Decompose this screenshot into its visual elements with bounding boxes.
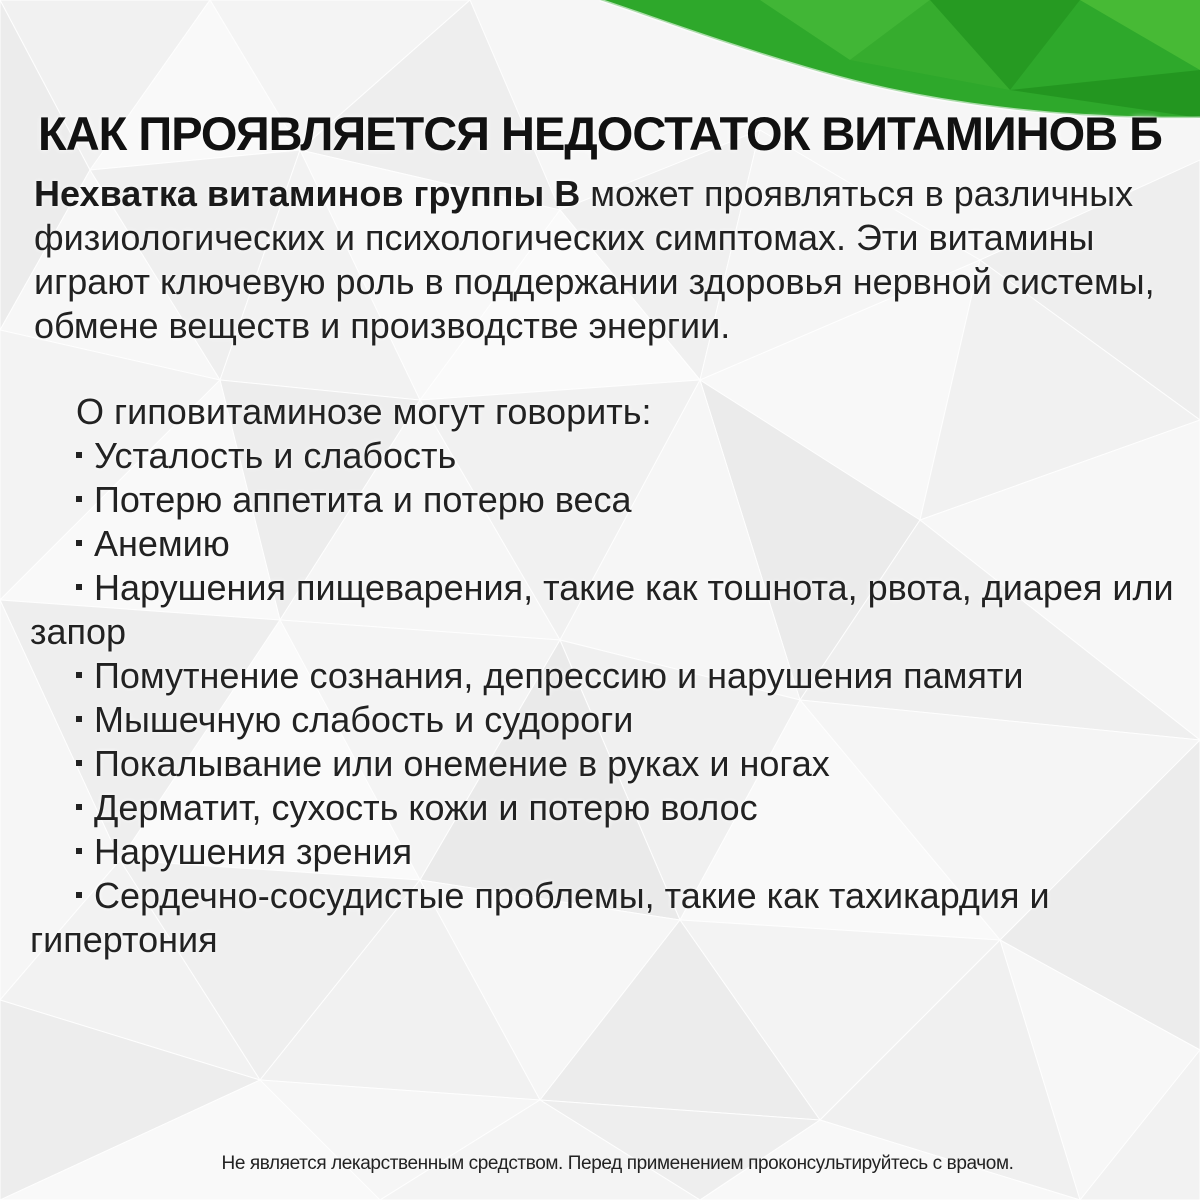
list-item-text: Нарушения пищеварения, такие как тошнота, рвота, диарея или запор: [30, 567, 1174, 652]
bullet-icon: [76, 716, 82, 722]
list-item-text: Анемию: [94, 523, 230, 564]
list-item: [30, 742, 1175, 786]
intro-text: может проявляться в различных физиологических и психологических симптомах. Эти витамины играют ключевую роль в поддержании здоровья нервной системы, обмене веществ и производстве энергии.: [34, 173, 1155, 346]
list-item: [30, 478, 1175, 522]
bullet-icon: [76, 496, 82, 502]
list-item: [30, 698, 1175, 742]
bullet-icon: [76, 760, 82, 766]
list-item-text: Потерю аппетита и потерю веса: [94, 479, 632, 520]
intro-paragraph: [34, 172, 1174, 348]
list-item: [30, 522, 1175, 566]
bullet-icon: [76, 672, 82, 678]
list-item-text: Дерматит, сухость кожи и потерю волос: [94, 787, 758, 828]
bullet-icon: [76, 848, 82, 854]
list-item: [30, 566, 1175, 654]
bullet-icon: [76, 892, 82, 898]
list-item-text: Сердечно-сосудистые проблемы, такие как тахикардия и гипертония: [30, 875, 1050, 960]
list-item: [30, 786, 1175, 830]
bullet-icon: [76, 804, 82, 810]
list-item: [30, 874, 1175, 962]
symptoms-heading: О гиповитаминозе могут говорить:: [76, 391, 652, 432]
list-item: [30, 434, 1175, 478]
list-item-text: Мышечную слабость и судороги: [94, 699, 634, 740]
list-item-text: Усталость и слабость: [94, 435, 457, 476]
list-item-text: Покалывание или онемение в руках и ногах: [94, 743, 830, 784]
bullet-icon: [76, 584, 82, 590]
symptoms-list: [30, 434, 1175, 962]
page-title: КАК ПРОЯВЛЯЕТСЯ НЕДОСТАТОК ВИТАМИНОВ Б: [38, 107, 1162, 160]
list-item-text: Помутнение сознания, депрессию и нарушения памяти: [94, 655, 1024, 696]
list-item-text: Нарушения зрения: [94, 831, 413, 872]
bullet-icon: [76, 452, 82, 458]
intro-bold-lead: Нехватка витаминов группы B: [34, 173, 581, 214]
disclaimer-text: Не является лекарственным средством. Перед применением проконсультируйтесь с врачом.: [221, 1153, 1014, 1174]
list-item: [30, 654, 1175, 698]
list-item: [30, 830, 1175, 874]
symptoms-section: [30, 390, 1175, 962]
bullet-icon: [76, 540, 82, 546]
